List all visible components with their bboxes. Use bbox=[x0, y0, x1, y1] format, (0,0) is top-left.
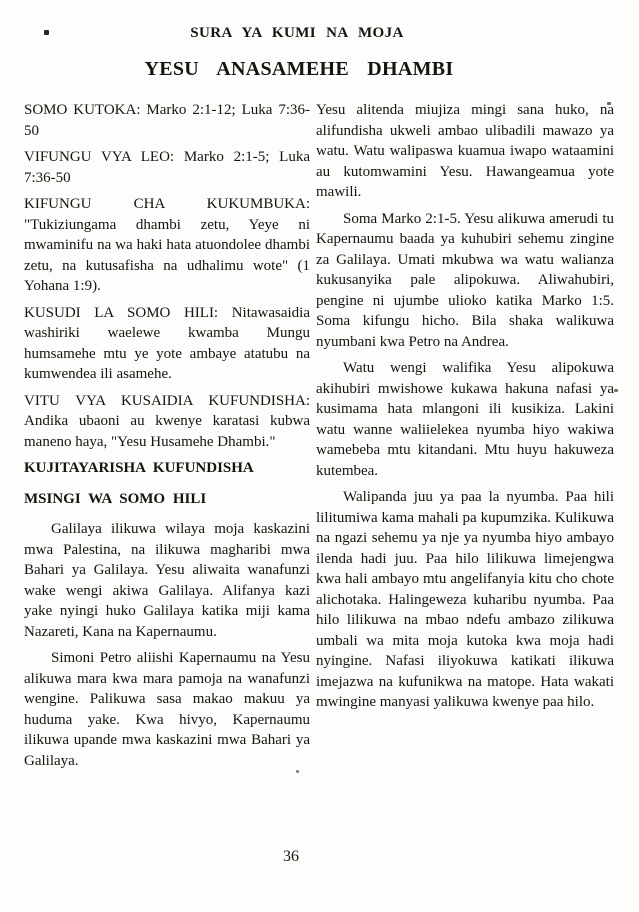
page-title: YESU ANASAMEHE DHAMBI bbox=[144, 58, 454, 80]
teaching-aids-paragraph: VITU VYA KUSAIDIA KUFUNDISHA: Andika ubaoni au kwenye karatasi kubwa maneno haya, "Yesu Husamehe Dhambi." bbox=[24, 392, 310, 450]
body-paragraph: Galilaya ilikuwa wilaya moja kaskazini mwa Palestina, na ilikuwa magharibi mwa Bahari ya Galilaya. Yesu aliwaita wanafunzi wake wengi akiwa Galilaya. Alifanya kazi yake nyingi huko Galilaya katika miji kama Nazareti, Kana na Kapernaumu. bbox=[24, 521, 310, 640]
body-paragraph: Walipanda juu ya paa la nyumba. Paa hili lilitumiwa kama mahali pa kupumzika. Kulikuwa na ngazi sehemu ya nje ya nyumba hiyo ambayo ilenda hadi juu. Paa hilo lilikuwa limejengwa kwa hali ambayo mtu angelifanyia kitu cho chote alichotaka. Halingeweza kuharibu nyumba. Paa hilo lilikuwa na mbao ndefu ambazo zilikuwa umbali wa mita moja kutoka kwa moja hadi nyingine. Nafasi iliyokuwa katikati ilikuwa imejazwa na kufunikwa na matope. Hata wakati mwingine manyasi yalikuwa kwenye paa hilo. bbox=[316, 489, 614, 710]
chapter-heading: SURA YA KUMI NA MOJA bbox=[190, 25, 404, 41]
body-paragraph: Yesu alitenda miujiza mingi sana huko, na alifundisha ukweli ambao ulibadili mawazo ya watu. Watu walipaswa kuamua iwapo wataamini au kutomwamini Yesu. Hawangeamua yote mawili. bbox=[316, 102, 614, 200]
scan-speck bbox=[614, 389, 618, 392]
page-number: 36 bbox=[283, 848, 299, 865]
body-paragraph: Soma Marko 2:1-5. Yesu alikuwa amerudi tu Kapernaumu baada ya kuhubiri sehemu zingine za Galilaya. Umati mkubwa wa watu walianza kukusanyika pale alipokuwa. Aliwahubiri, pengine ni ujumbe ulioko katika Marko 1:5. Soma kifungu hicho. Bila shaka walikuwa nyumbani kwa Petro na Andrea. bbox=[316, 210, 614, 350]
right-column bbox=[316, 100, 614, 719]
lesson-source-paragraph: SOMO KUTOKA: Marko 2:1-12; Luka 7:36-50 bbox=[24, 102, 310, 139]
section-heading: MSINGI WA SOMO HILI bbox=[24, 490, 207, 507]
lesson-purpose-paragraph: KUSUDI LA SOMO HILI: Nitawasaidia washiriki waelewe kwamba Mungu humsamehe mtu ye yote ambaye atatubu na kumwendea ili asamehe. bbox=[24, 304, 310, 382]
body-paragraph: Watu wengi walifika Yesu alipokuwa akihubiri mwishowe kukawa hakuna nafasi ya kusimama hata mlangoni ili kusikiza. Lakini watu wanne waliielekea nyumba hiyo wakiwa wamebeba mtu kitandani. Mtu huyu hakuweza kutembea. bbox=[316, 360, 614, 479]
left-column bbox=[24, 100, 310, 777]
body-paragraph: Simoni Petro aliishi Kapernaumu na Yesu alikuwa mara kwa mara pamoja na wanafunzi wengine. Palikuwa sasa makao makuu ya huduma yake. Kwa hivyo, Kapernaumu ilikuwa upande mwa kaskazini mwa Bahari ya Galilaya. bbox=[24, 650, 310, 769]
memory-verse-paragraph: KIFUNGU CHA KUKUMBUKA: "Tukiziungama dhambi zetu, Yeye ni mwaminifu na wa haki hata atuondolee dhambi zetu, na kutusafisha na udhalimu wote" (1 Yohana 1:9). bbox=[24, 196, 310, 294]
section-heading: KUJITAYARISHA KUFUNDISHA bbox=[24, 460, 254, 476]
todays-passages-paragraph: VIFUNGU VYA LEO: Marko 2:1-5; Luka 7:36-50 bbox=[24, 149, 310, 186]
